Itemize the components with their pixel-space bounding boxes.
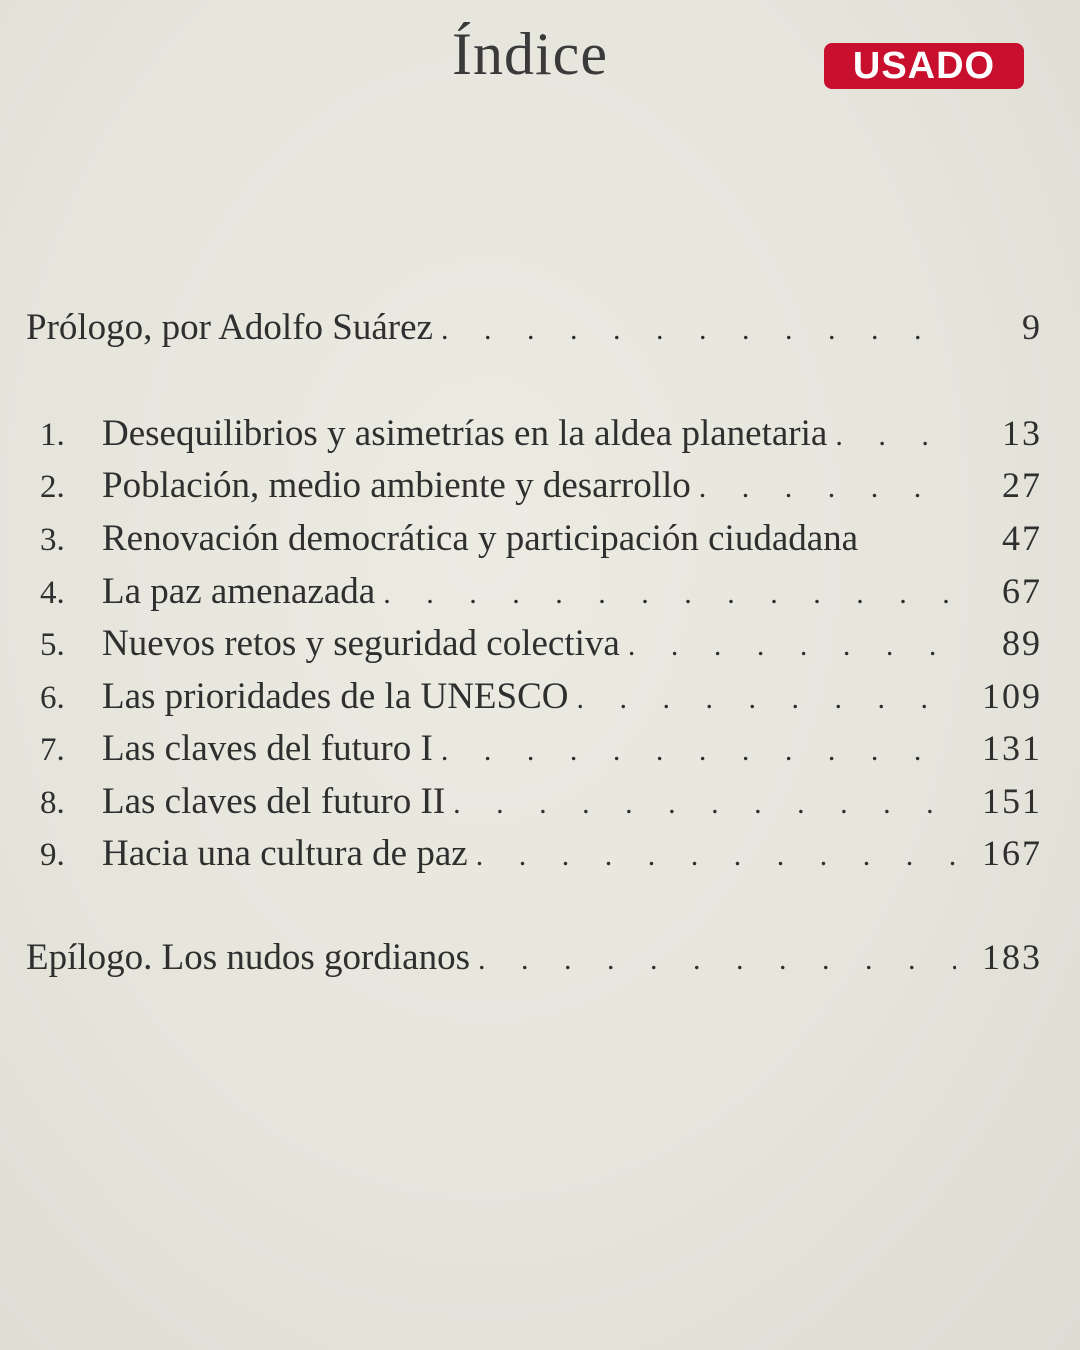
toc-entry-chapter-7 [26, 727, 1042, 779]
toc-entry-page: 89 [1002, 623, 1042, 663]
toc-entry-title: Las prioridades de la UNESCO [102, 676, 569, 717]
toc-entry-prologue [26, 306, 1042, 358]
toc-entry-page: 131 [982, 728, 1042, 768]
toc-entry-number: 4. [40, 575, 65, 611]
toc-entry-page: 67 [1002, 571, 1042, 611]
dot-leader [577, 682, 956, 716]
toc-entry-number: 7. [40, 732, 65, 768]
dot-leader [699, 471, 956, 505]
toc-entry-page: 151 [982, 781, 1042, 821]
dot-leader [441, 734, 956, 768]
toc-entry-page: 9 [1022, 307, 1042, 347]
toc-entry-number: 8. [40, 785, 65, 821]
dot-leader [383, 577, 956, 611]
toc-entry-title: Las claves del futuro I [102, 728, 433, 769]
used-badge: USADO [824, 43, 1024, 89]
toc-entry-number: 5. [40, 627, 65, 663]
toc-entry-chapter-8 [26, 780, 1042, 832]
toc-entry-page: 183 [982, 937, 1042, 977]
toc-entry-chapter-3 [26, 517, 1042, 569]
toc-entry-title: Población, medio ambiente y desarrollo [102, 465, 691, 506]
toc-entry-title: Desequilibrios y asimetrías en la aldea planetaria [102, 413, 828, 454]
toc-entry-title: Nuevos retos y seguridad colectiva [102, 623, 620, 664]
toc-entry-chapter-6 [26, 675, 1042, 727]
toc-entry-chapter-5 [26, 622, 1042, 674]
toc-entry-title: Las claves del futuro II [102, 781, 446, 822]
toc-entry-title: Prólogo, por Adolfo Suárez [26, 307, 433, 348]
toc-entry-title: La paz amenazada [102, 571, 376, 612]
toc-entry-number: 2. [40, 469, 65, 505]
page-title: Índice [452, 21, 608, 87]
toc-entry-title: Hacia una cultura de paz [102, 833, 468, 874]
dot-leader [476, 839, 956, 873]
toc-entry-title: Renovación democrática y participación ciudadana [102, 518, 859, 559]
toc-entry-page: 13 [1002, 413, 1042, 453]
toc-entry-chapter-9 [26, 832, 1042, 884]
dot-leader [835, 419, 956, 453]
toc-entry-number: 1. [40, 417, 65, 453]
dot-leader [478, 943, 956, 977]
toc-entry-number: 6. [40, 680, 65, 716]
toc-entry-page: 27 [1002, 465, 1042, 505]
toc-entry-page: 109 [982, 676, 1042, 716]
toc-entry-epilogue [26, 936, 1042, 988]
toc-entry-number: 9. [40, 837, 65, 873]
toc-entry-chapter-4 [26, 570, 1042, 622]
toc-entry-number: 3. [40, 522, 65, 558]
toc-entry-title: Epílogo. Los nudos gordianos [26, 937, 470, 978]
toc-entry-chapter-1 [26, 412, 1042, 464]
dot-leader [453, 787, 956, 821]
toc-entry-page: 167 [982, 833, 1042, 873]
toc-entry-chapter-2 [26, 464, 1042, 516]
dot-leader [628, 629, 956, 663]
toc-entry-page: 47 [1002, 518, 1042, 558]
dot-leader [441, 313, 956, 347]
